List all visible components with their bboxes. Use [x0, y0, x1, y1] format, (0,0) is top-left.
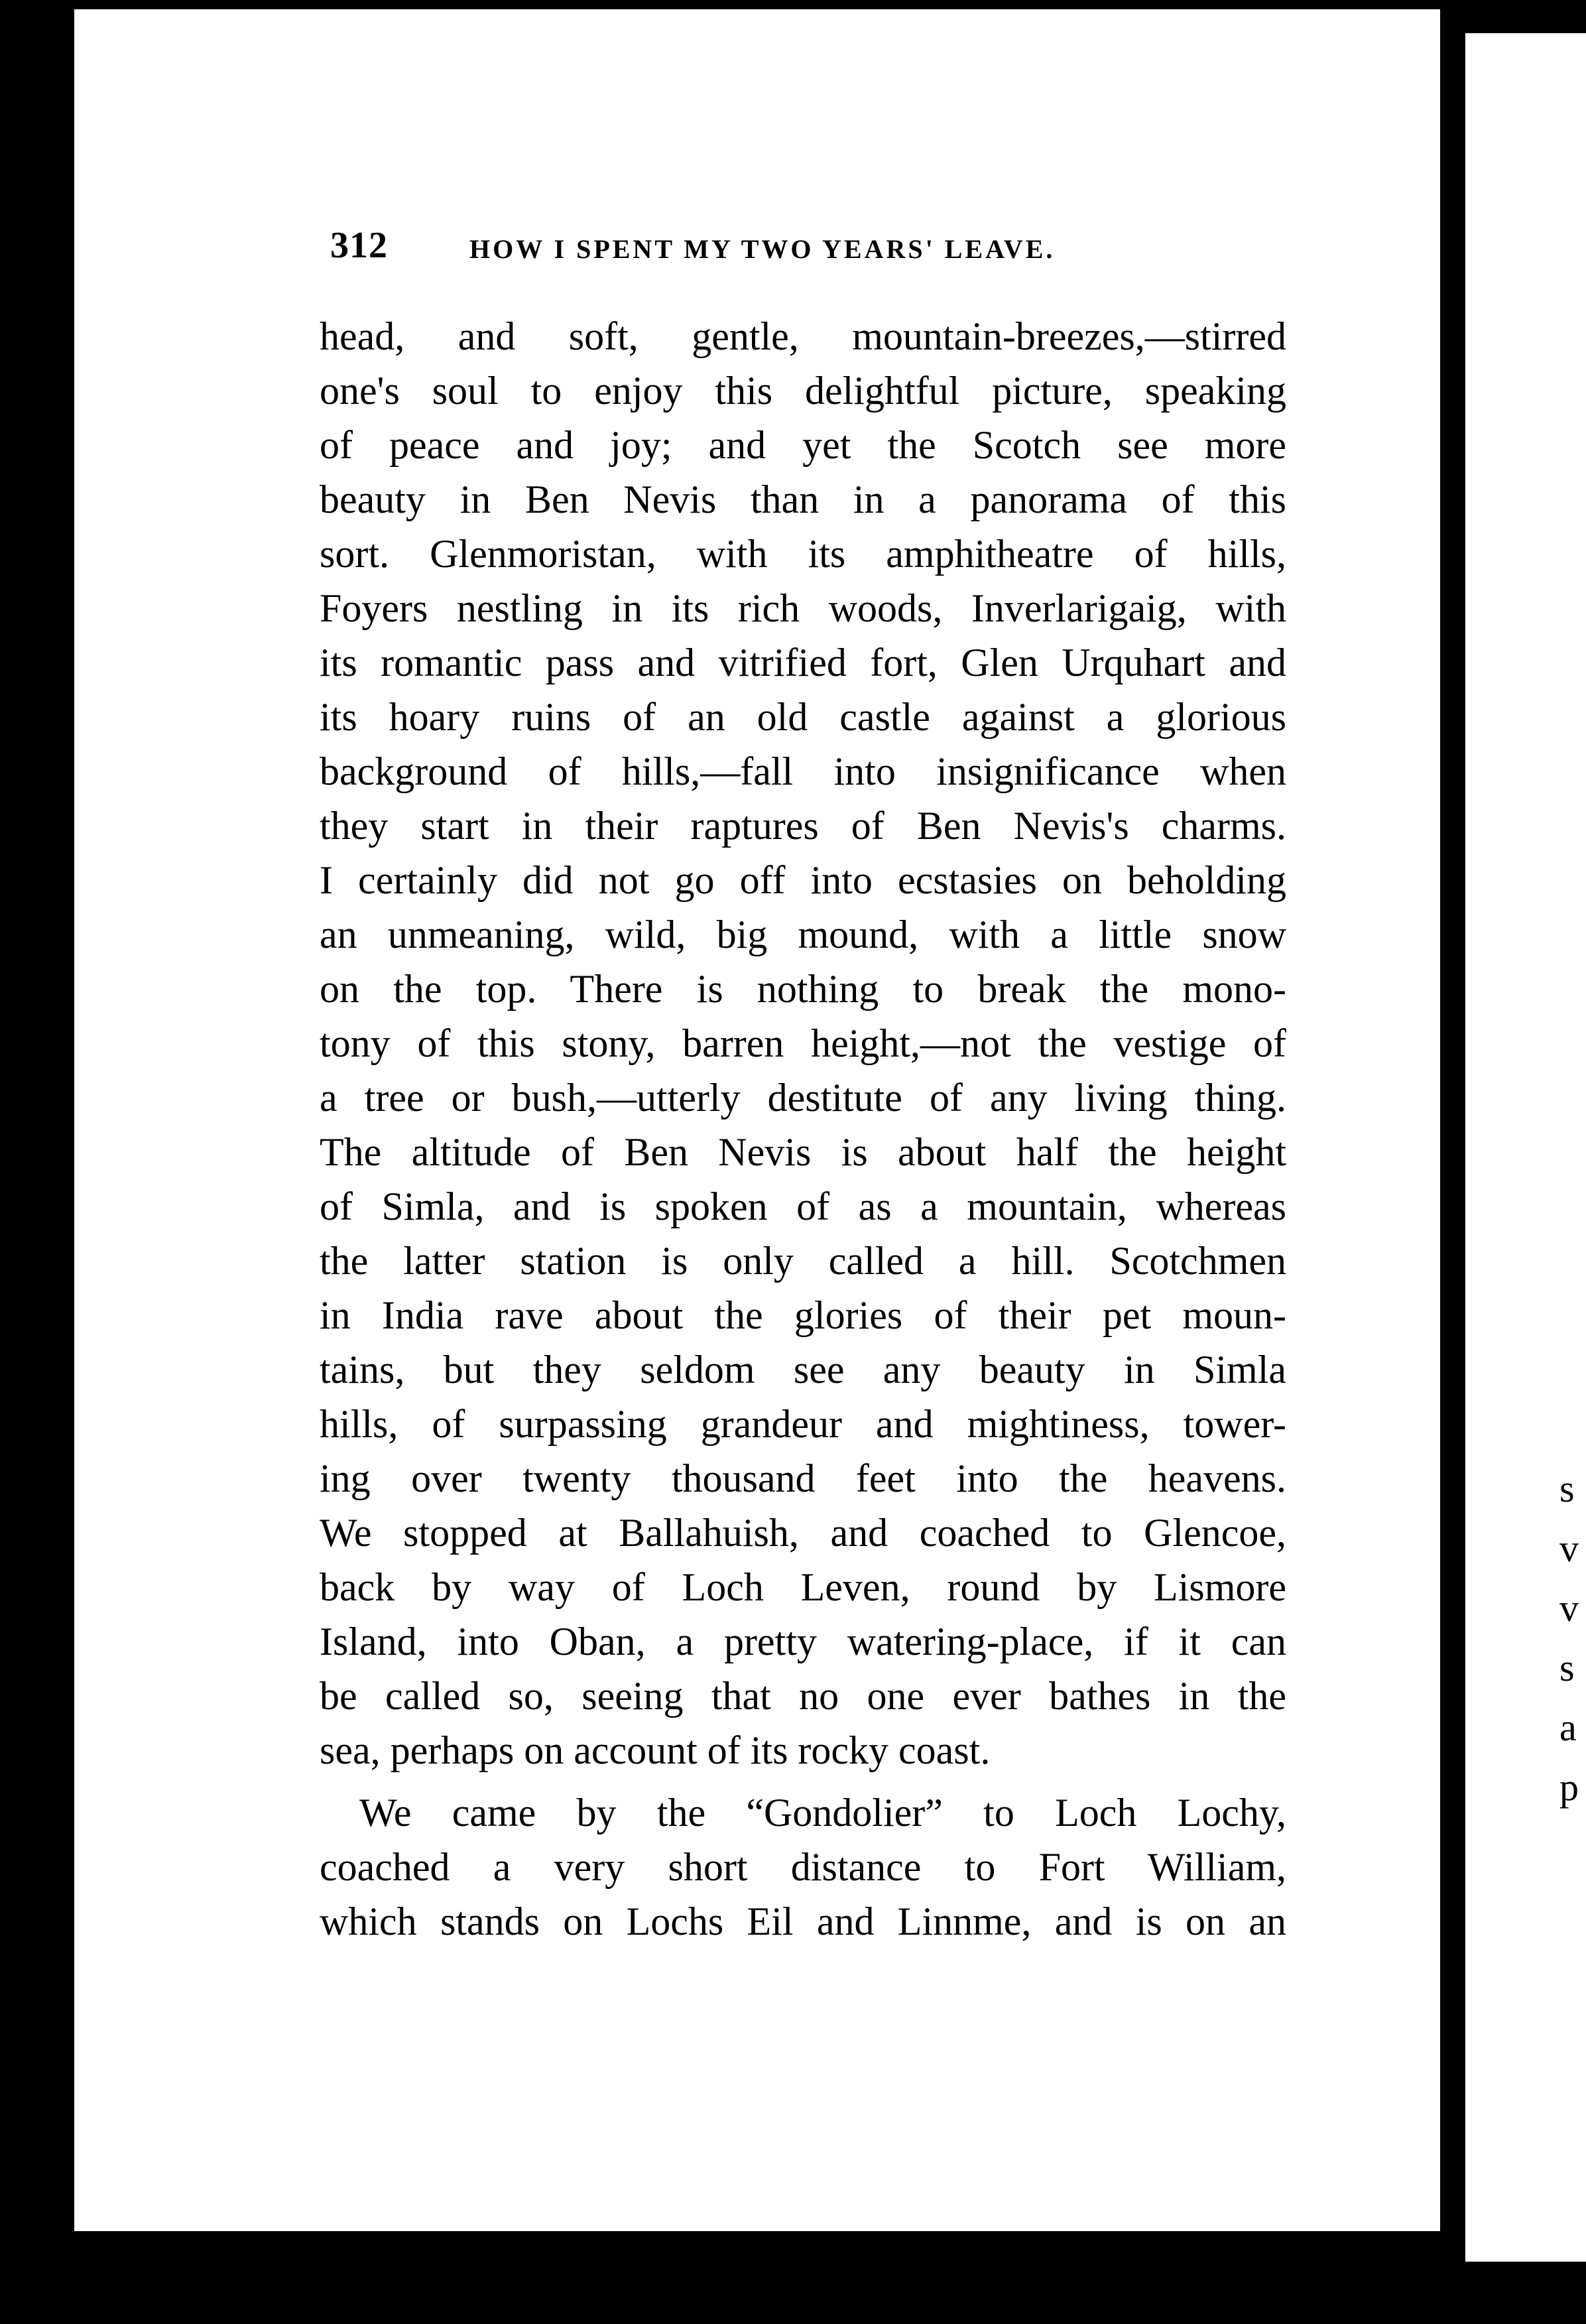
- text-line: We came by the “Gondolier” to Loch Lochy,: [359, 1791, 1286, 1835]
- text-line: on the top. There is nothing to break the mono-: [320, 967, 1286, 1011]
- facing-letter: s: [1559, 1646, 1575, 1689]
- text-line: tony of this stony, barren height,—not the vestige of: [320, 1021, 1286, 1065]
- text-line: which stands on Lochs Eil and Linnme, and is on an: [320, 1900, 1286, 1943]
- text-line: its hoary ruins of an old castle against a glorious: [320, 695, 1286, 739]
- paragraph-gap: [320, 1777, 1286, 1785]
- text-line: of Simla, and is spoken of as a mountain, whereas: [320, 1185, 1286, 1228]
- text-line: sort. Glenmoristan, with its amphitheatre of hills,: [320, 532, 1286, 576]
- text-line: tains, but they seldom see any beauty in Simla: [320, 1348, 1286, 1391]
- gutter-shadow: [1440, 0, 1465, 2324]
- facing-letter: p: [1559, 1766, 1579, 1809]
- text-line: the latter station is only called a hill. Scotchmen: [320, 1239, 1286, 1283]
- text-line: The altitude of Ben Nevis is about half the height: [320, 1130, 1286, 1174]
- text-line: head, and soft, gentle, mountain-breezes,—stirred: [320, 314, 1286, 358]
- text-line: its romantic pass and vitrified fort, Glen Urquhart and: [320, 641, 1286, 684]
- text-line: in India rave about the glories of their pet moun-: [320, 1293, 1286, 1337]
- text-line: a tree or bush,—utterly destitute of any living thing.: [320, 1076, 1286, 1120]
- text-line: background of hills,—fall into insignificance when: [320, 749, 1286, 793]
- text-line: ing over twenty thousand feet into the heavens.: [320, 1456, 1286, 1500]
- text-line: they start in their raptures of Ben Nevis's charms.: [320, 804, 1286, 848]
- text-line: coached a very short distance to Fort William,: [320, 1845, 1286, 1889]
- facing-letter: v: [1559, 1586, 1579, 1630]
- facing-page-text-fragments: [1559, 1459, 1586, 1817]
- facing-page-edge: [1465, 33, 1586, 2262]
- facing-letter: s: [1559, 1467, 1575, 1510]
- text-line: an unmeaning, wild, big mound, with a little snow: [320, 913, 1286, 956]
- running-head: HOW I SPENT MY TWO YEARS' LEAVE.: [469, 234, 1056, 264]
- text-line: sea, perhaps on account of its rocky coast.: [320, 1728, 991, 1772]
- facing-letter: a: [1559, 1706, 1577, 1749]
- text-line: Island, into Oban, a pretty watering-place, if it can: [320, 1620, 1286, 1663]
- text-line: one's soul to enjoy this delightful picture, speaking: [320, 369, 1286, 413]
- body-text: [320, 309, 1286, 1949]
- page-header: [330, 224, 1152, 277]
- text-line: back by way of Loch Leven, round by Lismore: [320, 1565, 1286, 1609]
- text-line: be called so, seeing that no one ever bathes in the: [320, 1674, 1286, 1718]
- facing-letter: v: [1559, 1527, 1579, 1570]
- text-line: Foyers nestling in its rich woods, Inverlarigaig, with: [320, 586, 1286, 630]
- text-line: beauty in Ben Nevis than in a panorama of this: [320, 478, 1286, 521]
- page-number: 312: [330, 225, 388, 266]
- text-line: We stopped at Ballahuish, and coached to Glencoe,: [320, 1511, 1286, 1555]
- text-line: hills, of surpassing grandeur and mightiness, tower-: [320, 1402, 1286, 1446]
- text-line: I certainly did not go off into ecstasies on beholding: [320, 858, 1286, 902]
- text-line: of peace and joy; and yet the Scotch see more: [320, 423, 1286, 467]
